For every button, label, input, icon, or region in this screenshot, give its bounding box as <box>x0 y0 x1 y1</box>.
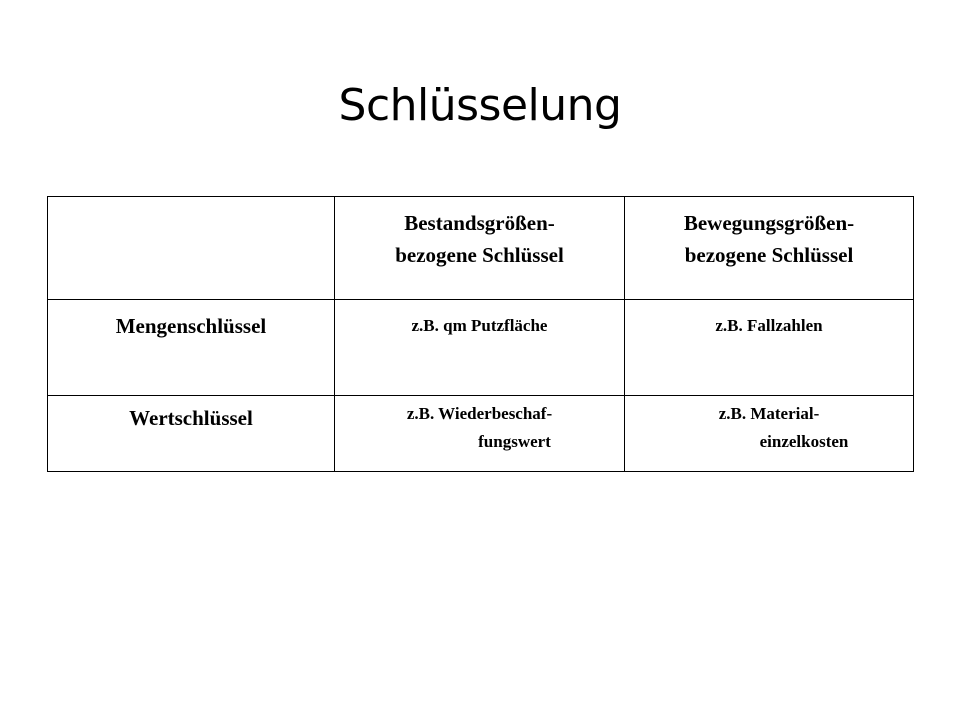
cell-text <box>335 300 624 340</box>
header-line: bezogene Schlüssel <box>395 243 564 267</box>
cell-line: z.B. Material- <box>718 404 820 423</box>
header-line: Bewegungsgrößen- <box>683 211 855 235</box>
table-cell <box>625 396 914 472</box>
row-label: Wertschlüssel <box>129 406 253 430</box>
header-text <box>335 197 624 271</box>
table-row-wertschluessel <box>48 396 914 472</box>
cell-text <box>625 396 913 456</box>
cell-line: z.B. qm Putzfläche <box>411 316 548 335</box>
key-matrix-table <box>47 196 914 472</box>
table-row-mengenschluessel <box>48 300 914 396</box>
table-header-row <box>48 197 914 300</box>
cell-line: fungswert <box>478 432 551 451</box>
slide-title: Schlüsselung <box>338 80 622 131</box>
header-line: Bestandsgrößen- <box>404 211 555 235</box>
table-cell <box>335 300 625 396</box>
header-cell-bewegung <box>625 197 914 300</box>
header-text <box>625 197 913 271</box>
row-label: Mengenschlüssel <box>115 314 267 338</box>
header-line: bezogene Schlüssel <box>684 243 854 267</box>
header-cell-bestand <box>335 197 625 300</box>
row-label-cell <box>48 396 335 472</box>
cell-text <box>335 396 624 456</box>
cell-line: einzelkosten <box>759 432 849 451</box>
cell-text <box>625 300 913 340</box>
corner-cell <box>48 197 335 300</box>
cell-line: z.B. Wiederbeschaf- <box>406 404 553 423</box>
table-cell <box>335 396 625 472</box>
table-cell <box>625 300 914 396</box>
row-label-cell <box>48 300 335 396</box>
cell-line: z.B. Fallzahlen <box>715 316 823 335</box>
